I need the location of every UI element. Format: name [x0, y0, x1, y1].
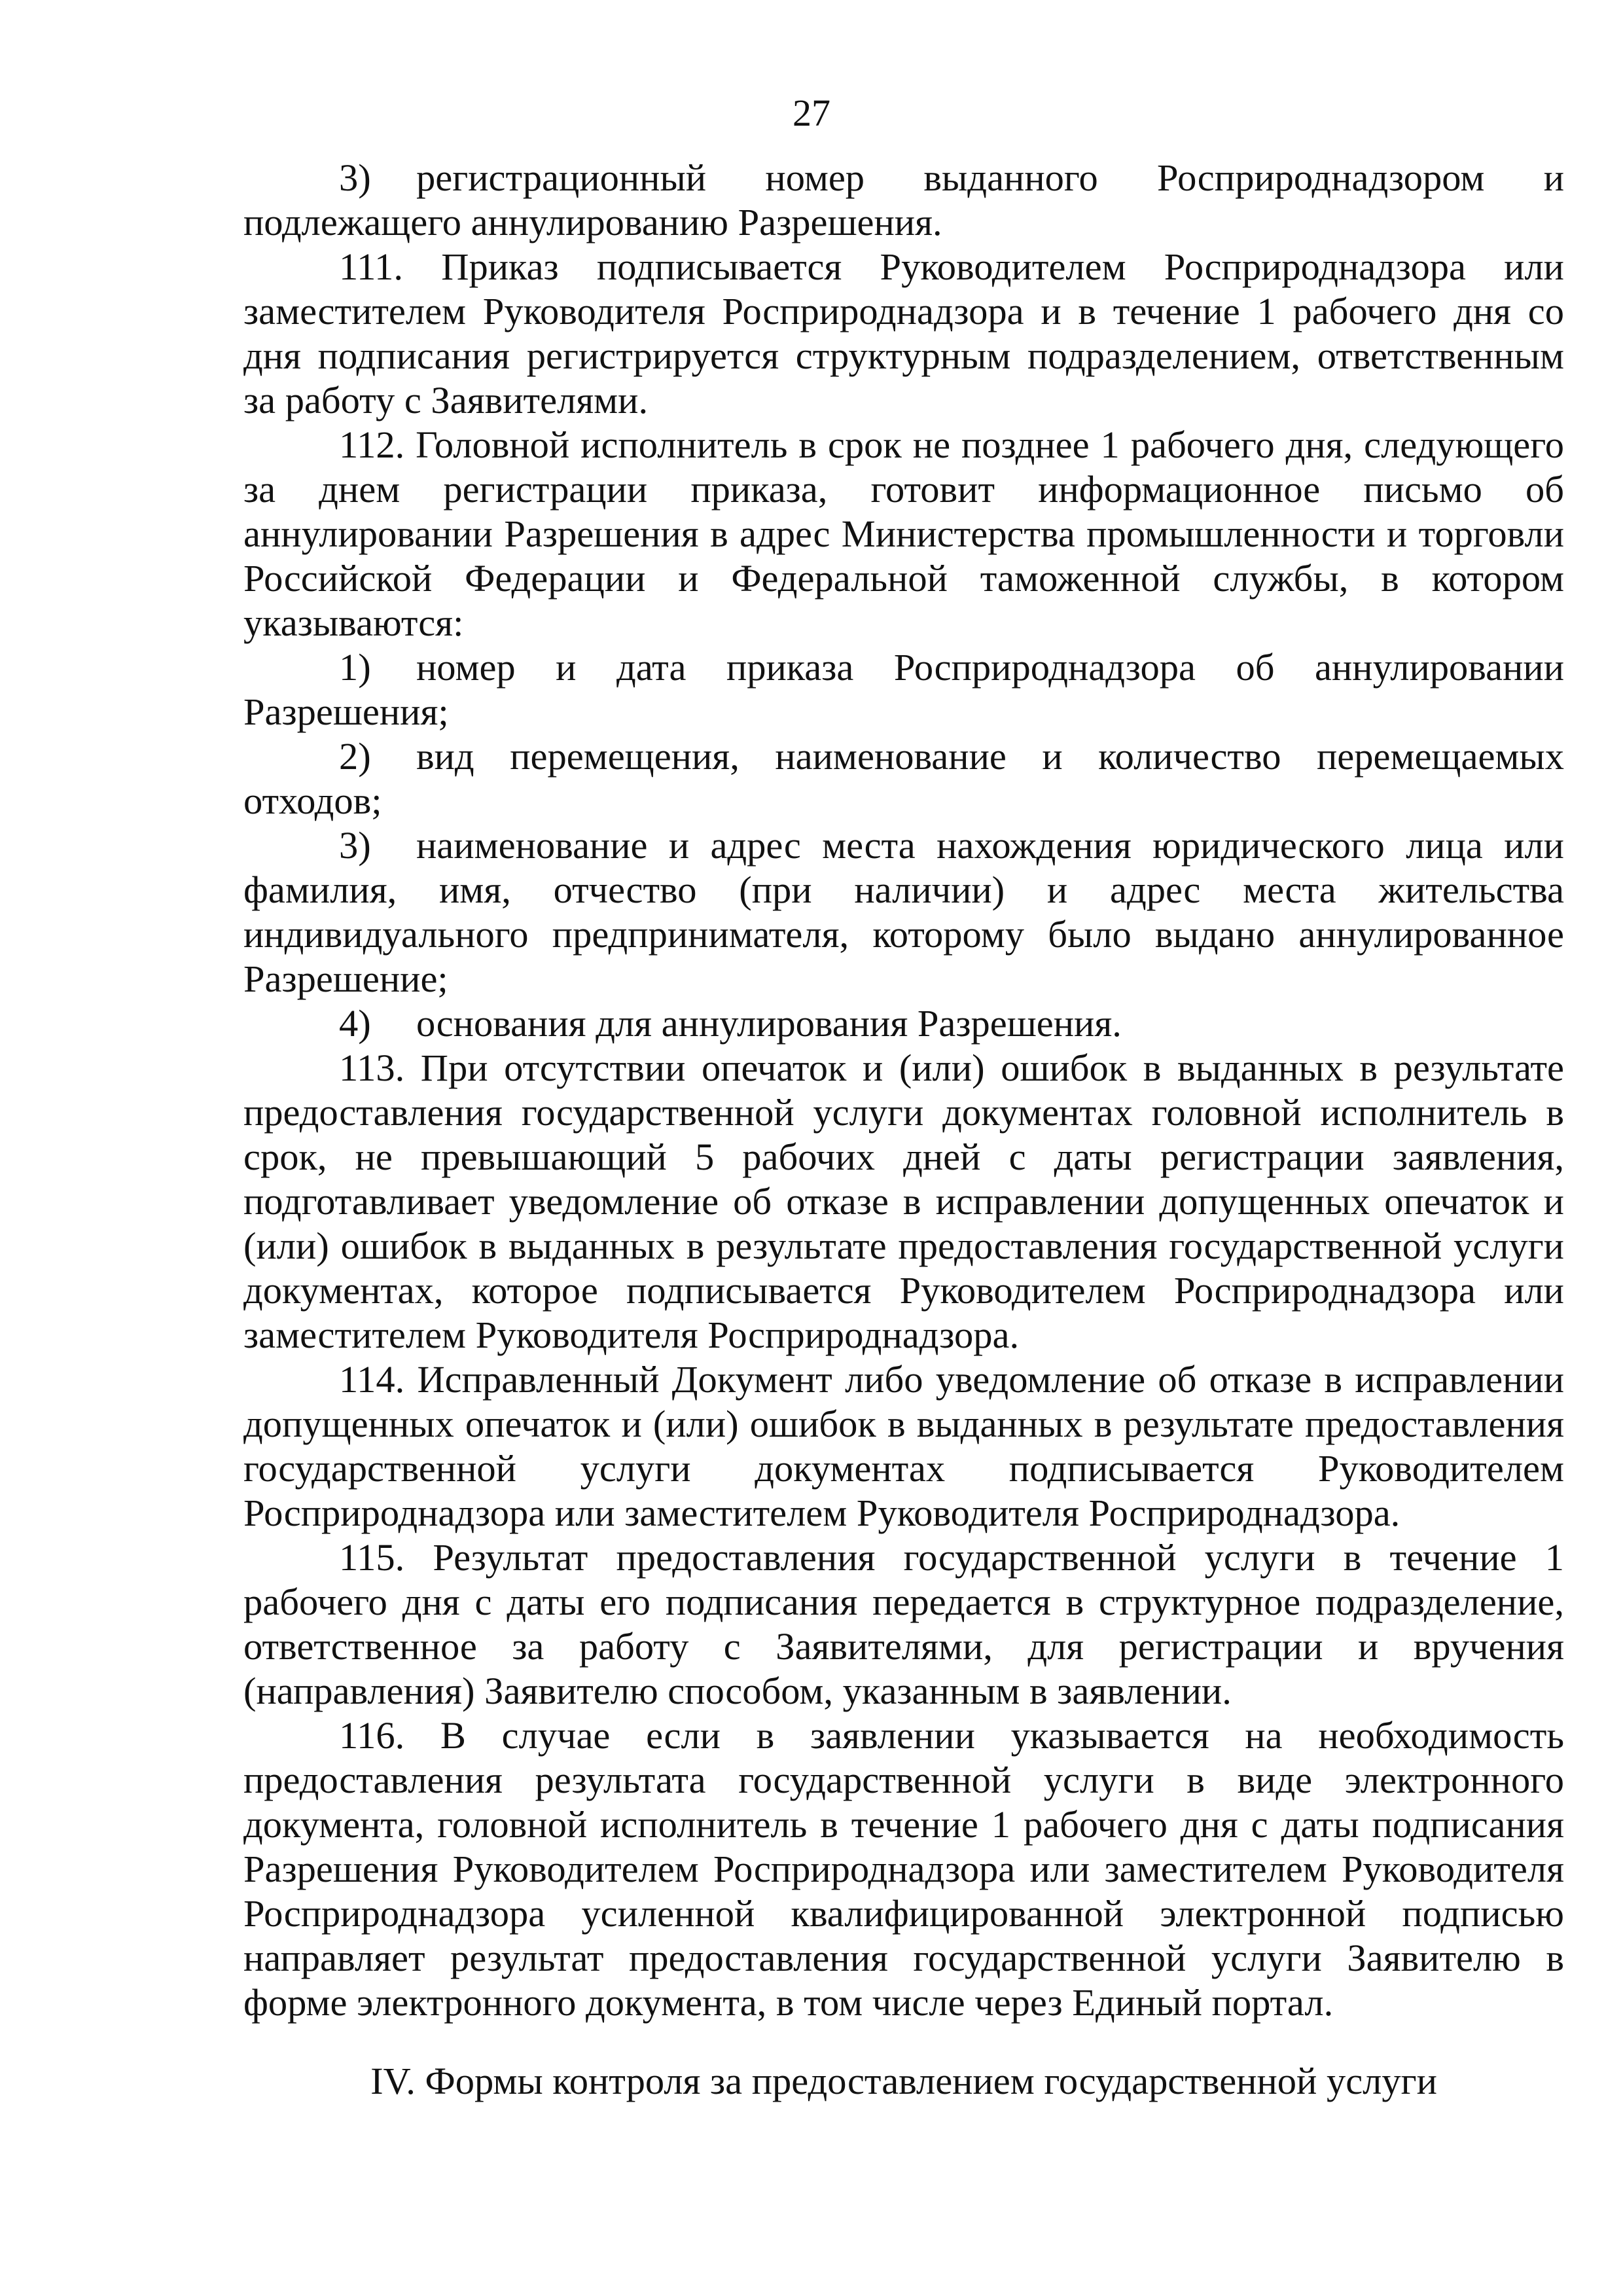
- paragraph-116: 116. В случае если в заявлении указывается на необходимость предоставления результата государственной услуги в виде электронного документа, головной исполнитель в течение 1 рабочего дня с даты подписания Разрешения Руководителем Росприроднадзора или заместителем Руководителя Росприроднадзора усиленной квалифицированной электронной подписью направляет результат предоставления государственной услуги Заявителю в форме электронного документа, в том числе через Единый портал.: [243, 1714, 1564, 2024]
- item-number: 3): [339, 824, 371, 867]
- paragraph-114: 114. Исправленный Документ либо уведомление об отказе в исправлении допущенных опечаток и (или) ошибок в выданных в результате предоставления государственной услуги документах подписывается Руководителем Росприроднадзора или заместителем Руководителя Росприроднадзора.: [243, 1358, 1564, 1534]
- item-text: наименование и адрес места нахождения юридического лица или фамилия, имя, отчество (при наличии) и адрес места жительства индивидуального предпринимателя, которому было выдано аннулированное Разрешение;: [243, 824, 1564, 1000]
- paragraph-111: 111. Приказ подписывается Руководителем Росприроднадзора или заместителем Руководителя Росприроднадзора и в течение 1 рабочего дня со дня подписания регистрируется структурным подразделением, ответственным за работу с Заявителями.: [243, 245, 1564, 422]
- list-item: [243, 645, 1564, 734]
- paragraph-113: 113. При отсутствии опечаток и (или) ошибок в выданных в результате предоставления государственной услуги документах головной исполнитель в срок, не превышающий 5 рабочих дней с даты регистрации заявления, подготавливает уведомление об отказе в исправлении допущенных опечаток и (или) ошибок в выданных в результате предоставления государственной услуги документах, которое подписывается Руководителем Росприроднадзора или заместителем Руководителя Росприроднадзора.: [243, 1047, 1564, 1356]
- list-item: [243, 734, 1564, 823]
- item-text: основания для аннулирования Разрешения.: [416, 1002, 1122, 1045]
- item-number: 3): [339, 156, 371, 199]
- item-text: регистрационный номер выданного Росприроднадзором и подлежащего аннулированию Разрешения.: [243, 156, 1564, 243]
- page-number: 27: [793, 92, 830, 134]
- list-item: [243, 1001, 1564, 1046]
- item-number: 2): [339, 735, 371, 778]
- paragraph-112: 112. Головной исполнитель в срок не позднее 1 рабочего дня, следующего за днем регистрации приказа, готовит информационное письмо об аннулировании Разрешения в адрес Министерства промышленности и торговли Российской Федерации и Федеральной таможенной службы, в котором указываются:: [243, 423, 1564, 644]
- paragraph-115: 115. Результат предоставления государственной услуги в течение 1 рабочего дня с даты его подписания передается в структурное подразделение, ответственное за работу с Заявителями, для регистрации и вручения (направления) Заявителю способом, указанным в заявлении.: [243, 1536, 1564, 1712]
- list-item: [243, 156, 1564, 245]
- list-item: [243, 823, 1564, 1001]
- section-heading: IV. Формы контроля за предоставлением государственной услуги: [370, 2060, 1437, 2102]
- document-body: [243, 156, 1564, 2104]
- item-text: вид перемещения, наименование и количество перемещаемых отходов;: [243, 735, 1564, 822]
- item-text: номер и дата приказа Росприроднадзора об аннулировании Разрешения;: [243, 646, 1564, 733]
- item-number: 1): [339, 646, 371, 689]
- item-number: 4): [339, 1002, 371, 1045]
